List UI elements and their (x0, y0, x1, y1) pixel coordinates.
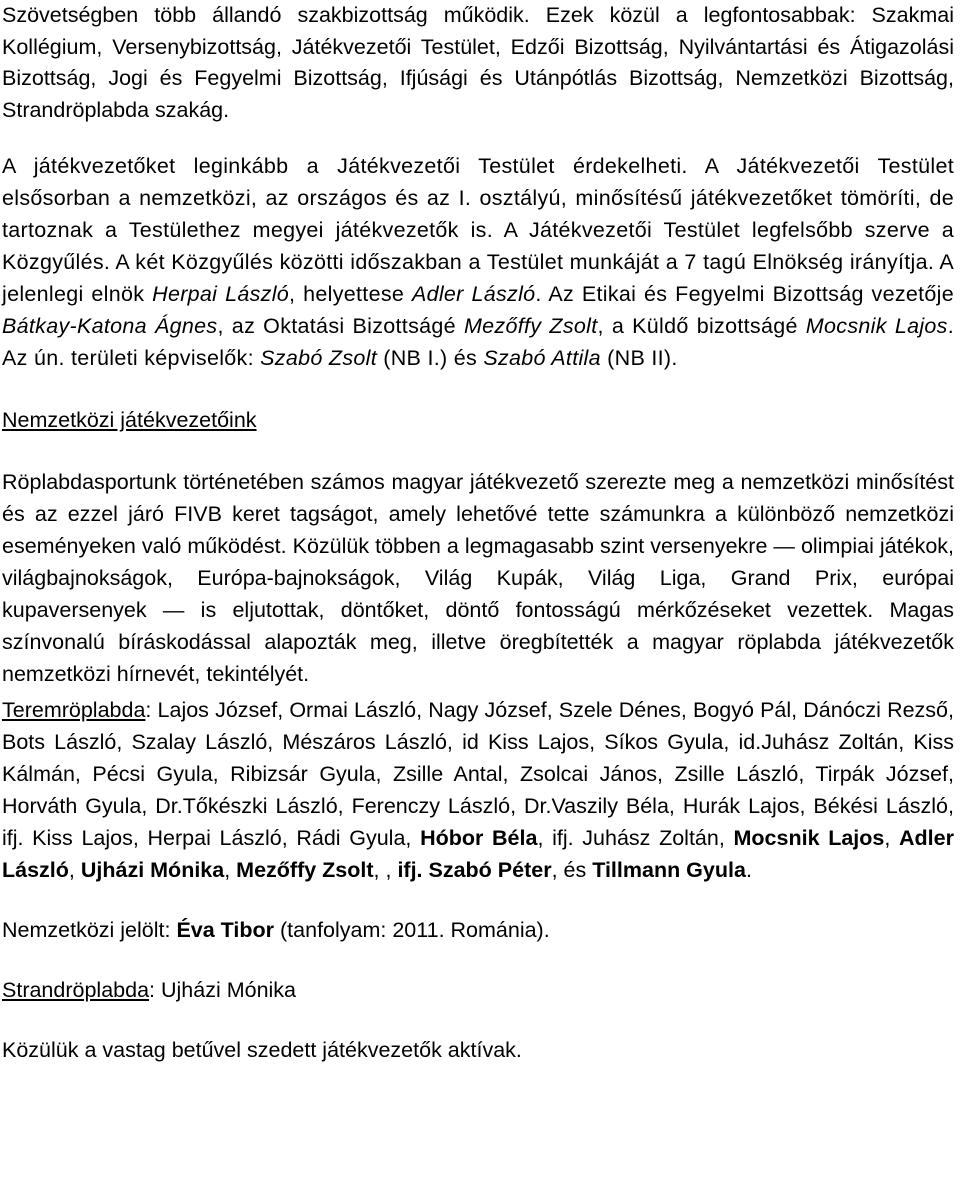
italic-name: Herpai László (152, 282, 290, 306)
text-run: (NB I.) és (377, 346, 484, 370)
text-run: , ifj. Juhász Zoltán, (537, 826, 734, 850)
italic-name: Mocsnik Lajos (805, 314, 948, 338)
text-run: , , (373, 858, 398, 882)
text-run: Nemzetközi jelölt: (2, 918, 177, 942)
text-run: , a Küldő bizottságé (597, 314, 806, 338)
section-heading (2, 404, 954, 436)
italic-name: Szabó Attila (483, 346, 601, 370)
bold-name: Tillmann Gyula (592, 858, 746, 882)
text-run: . Az ún. területi képviselők: (2, 314, 954, 370)
text-run: , (68, 858, 81, 882)
bold-name: Éva Tibor (176, 918, 275, 942)
text-run: . Az Etikai és Fegyelmi Bizottság vezetője (535, 282, 954, 306)
paragraph-indoor-list (2, 694, 954, 886)
text-run: (tanfolyam: 2011. Románia). (274, 918, 550, 942)
text-run: , (224, 858, 237, 882)
italic-name: Bátkay-Katona Ágnes (2, 314, 218, 338)
bold-name: Ujházi Mónika (80, 858, 225, 882)
paragraph-candidate (2, 914, 954, 946)
paragraph-international-referees: Röplabdasportunk történetében számos magyar játékvezető szerezte meg a nemzetközi minősítést és az ezzel járó FIVB keret tagságot, amely lehetővé tette számunkra a különböző nemzetközi eseményeken való működést. Közülük többen a legmagasabb szint versenyekre — olimpiai játékok, világbajnokságok, Európa-bajnokságok, Világ Kupák, Világ Liga, Grand Prix, európai kupaversenyek — is eljutottak, döntőket, döntő fontosságú mérkőzéseket vezettek. Magas színvonalú bíráskodással alapozták meg, illetve öregbítették a magyar röplabda játékvezetők nemzetközi hírnevét, tekintélyét. (2, 470, 954, 686)
text-run: : Lajos József, Ormai László, Nagy József, Szele Dénes, Bogyó Pál, Dánóczi Rezső, Bots László, Szalay László, Mészáros László, id Kiss Lajos, Síkos Gyula, id.Juhász Zoltán, Kiss Kálmán, Pécsi Gyula, Ribizsár Gyula, Zsille Antal, Zsolcai János, Zsille László, Tirpák József, Horváth Gyula, Dr.Tőkészki László, Ferenczy László, Dr.Vaszily Béla, Hurák Lajos, Békési László, ifj. Kiss Lajos, Herpai László, Rádi Gyula, (2, 698, 954, 850)
bold-name: Mezőffy Zsolt (236, 858, 374, 882)
text-run: A játékvezetőket leginkább a Játékvezetői Testület érdekelheti. A Játékvezetői Testület elsősorban a nemzetközi, az országos és az I. osztályú, minősítésű játékvezetőket tömöríti, de tartoznak a Testülethez megyei játékvezetők is. A Játékvezetői Testület legfelsőbb szerve a Közgyűlés. A két Közgyűlés közötti időszakban a Testület munkáját a 7 tagú Elnökség irányítja. A jelenlegi elnök (2, 154, 954, 306)
paragraph-beach (2, 974, 954, 1006)
italic-name: Adler László (411, 282, 536, 306)
bold-name: ifj. Szabó Péter (397, 858, 552, 882)
italic-name: Mezőffy Zsolt (463, 314, 598, 338)
paragraph-note: Közülük a vastag betűvel szedett játékvezetők aktívak. (2, 1038, 522, 1062)
text-run: . (745, 858, 752, 882)
bold-name: Mocsnik Lajos (733, 826, 885, 850)
text-run: , helyettese (289, 282, 412, 306)
bold-name: Hóbor Béla (420, 826, 538, 850)
indoor-label: Teremröplabda (2, 698, 146, 722)
text-run: , és (551, 858, 593, 882)
beach-label: Strandröplabda (2, 978, 150, 1002)
text-run: , az Oktatási Bizottságé (217, 314, 464, 338)
text-run: , (884, 826, 900, 850)
section-heading-text: Nemzetközi játékvezetőink (2, 408, 257, 432)
text-run: : Ujházi Mónika (149, 978, 297, 1002)
italic-name: Szabó Zsolt (260, 346, 377, 370)
bold-name: Adler László (2, 826, 954, 882)
text-run: (NB II). (600, 346, 678, 370)
paragraph-referee-board (2, 150, 954, 374)
paragraph-committees: Szövetségben több állandó szakbizottság működik. Ezek közül a legfontosabbak: Szakmai Kollégium, Versenybizottság, Játékvezetői Testület, Edzői Bizottság, Nyilvántartási és Átigazolási Bizottság, Jogi és Fegyelmi Bizottság, Ifjúsági és Utánpótlás Bizottság, Nemzetközi Bizottság, Strandröplabda szakág. (2, 3, 954, 122)
